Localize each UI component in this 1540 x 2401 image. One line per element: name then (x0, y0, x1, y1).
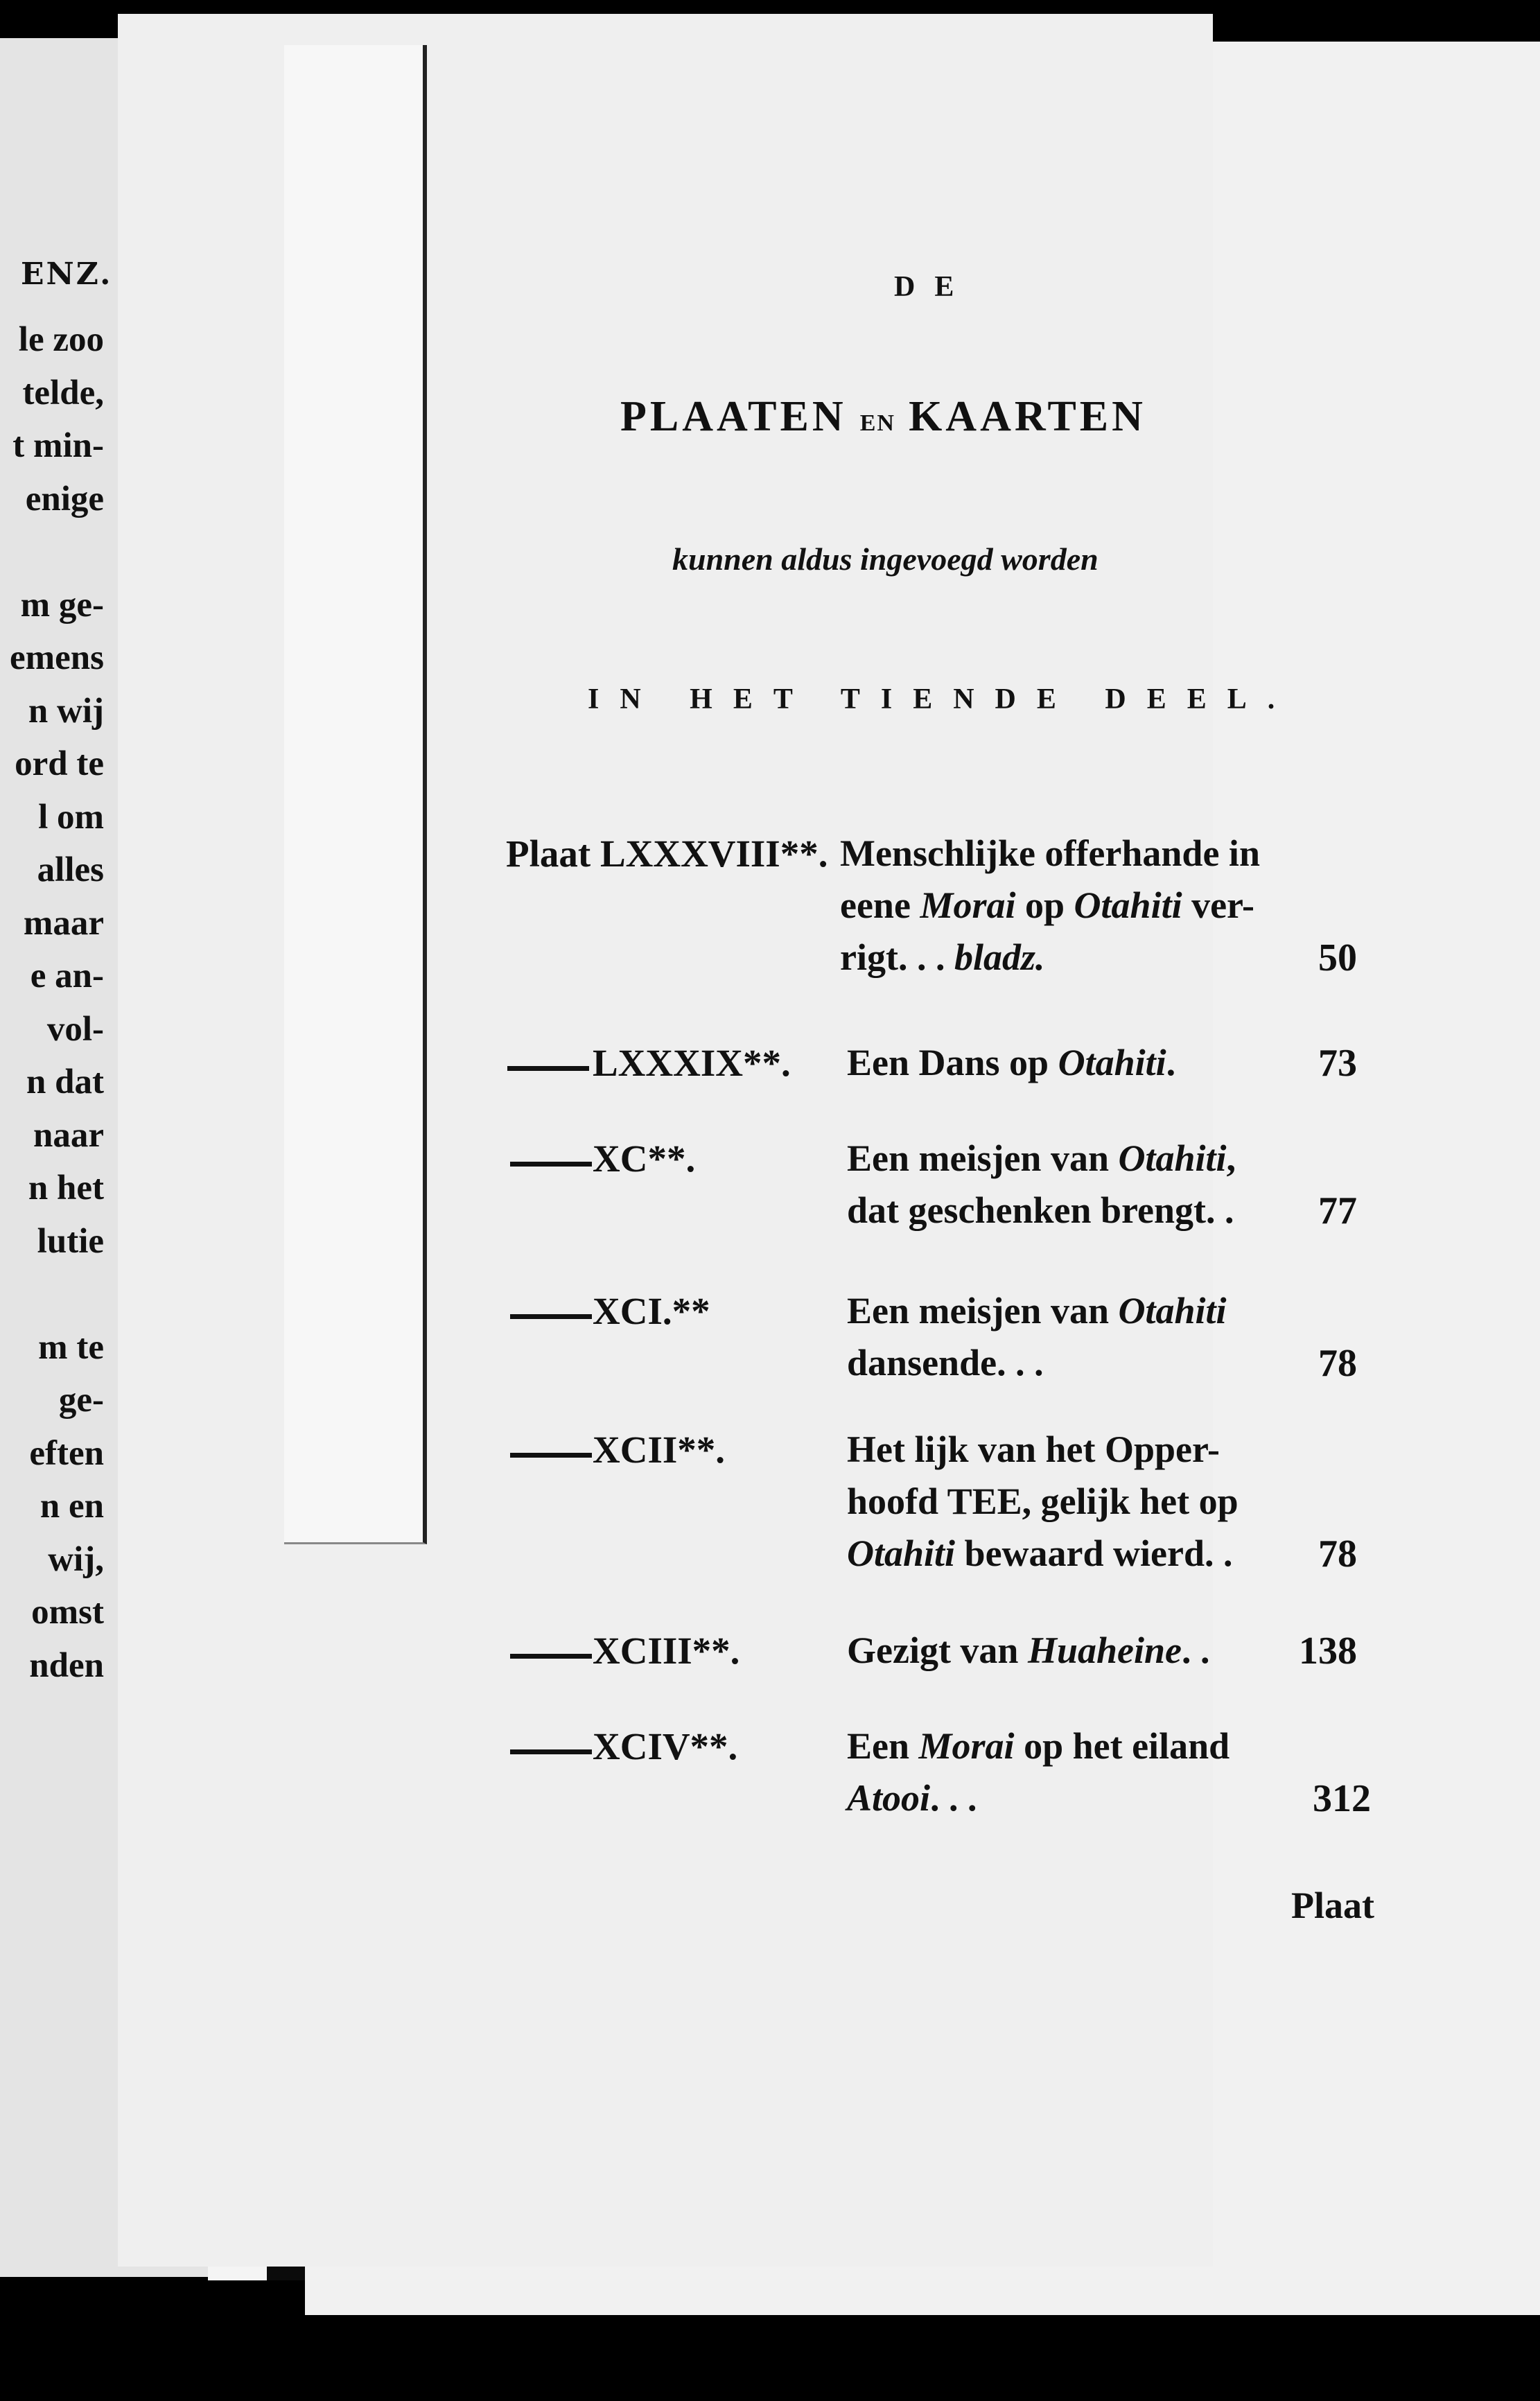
plate-description-line (847, 1629, 1210, 1672)
description-text: Een meisjen van (847, 1137, 1119, 1179)
plate-description-line (847, 1289, 1227, 1332)
left-page-text-column (0, 313, 104, 1692)
description-text: hoofd TEE, gelijk het op (847, 1481, 1239, 1522)
left-page-line: le zoo (18, 320, 104, 359)
description-text: Het lijk van het Opper- (847, 1429, 1220, 1470)
left-page-line: omst (31, 1593, 104, 1632)
plate-number: Plaat LXXXVIII**. (506, 832, 828, 875)
description-text: dansende. . . (847, 1342, 1044, 1383)
description-text: . . (1182, 1630, 1210, 1671)
plate-description-line (840, 936, 1044, 979)
description-text: . . . (930, 1777, 977, 1819)
plate-description-line (847, 1532, 1233, 1575)
left-page-line: alles (37, 850, 104, 889)
description-text: Een Dans op (847, 1042, 1058, 1083)
description-text: Menschlijke offerhande in (840, 832, 1260, 874)
plate-description-line (847, 1341, 1044, 1384)
plate-description-line (847, 1041, 1175, 1084)
plate-number: XC**. (593, 1137, 696, 1180)
description-text: ver- (1182, 884, 1254, 926)
description-text: Een meisjen van (847, 1290, 1119, 1332)
left-page-line: ge- (58, 1381, 104, 1420)
page-title (620, 392, 1146, 442)
plate-number: XCII**. (593, 1429, 725, 1471)
italic-place-name: Huaheine (1027, 1630, 1182, 1671)
left-page-line: t min- (12, 426, 104, 465)
left-page-line: lutie (37, 1221, 104, 1261)
italic-place-name: Otahiti (1118, 1290, 1227, 1332)
left-page-line: naar (33, 1115, 104, 1155)
plate-description-line (847, 1776, 977, 1819)
italic-place-name: Morai (920, 884, 1016, 926)
left-page-line: telde, (22, 373, 104, 412)
italic-place-name: Atooi (847, 1777, 931, 1819)
plate-description-line (847, 1725, 1230, 1767)
italic-place-name: Otahiti (847, 1533, 956, 1574)
section-heading: IN HET TIENDE DEEL. (588, 683, 1296, 715)
left-page-line: wij, (48, 1539, 104, 1579)
plate-number: XCIII**. (593, 1630, 740, 1672)
catch-word: Plaat (1291, 1885, 1374, 1926)
plate-description-line (847, 1137, 1236, 1180)
italic-place-name: Otahiti (1074, 884, 1182, 926)
page-reference: 78 (1318, 1342, 1357, 1385)
title-en: EN (859, 410, 895, 436)
page-reference: 50 (1318, 936, 1357, 979)
description-text: dat geschenken brengt. . (847, 1189, 1234, 1231)
left-page-line: n wij (28, 691, 104, 731)
description-text: Een (847, 1725, 919, 1767)
left-page-line: maar (23, 903, 104, 943)
left-page-line (0, 1268, 104, 1321)
page-reference: 78 (1318, 1533, 1357, 1575)
page-reference: 312 (1313, 1777, 1371, 1820)
title-plaaten: PLAATEN (620, 393, 847, 440)
left-page-line (0, 525, 104, 579)
ditto-dash (510, 1749, 592, 1754)
plate-description-line (847, 1189, 1234, 1232)
left-page-running-head: ENZ. (21, 256, 113, 292)
left-page-line: eften (29, 1433, 104, 1473)
page-reference: 138 (1299, 1630, 1357, 1673)
italic-place-name: Otahiti (1058, 1042, 1166, 1083)
italic-place-name: bladz. (954, 936, 1045, 978)
left-page-line: l om (38, 797, 104, 837)
left-page-line: n en (40, 1487, 104, 1526)
plate-number: LXXXIX**. (593, 1042, 791, 1084)
italic-place-name: Otahiti (1118, 1137, 1227, 1179)
ditto-dash (510, 1162, 592, 1167)
page-reference: 77 (1318, 1189, 1357, 1232)
left-page-line: nden (29, 1645, 104, 1685)
left-page-line: emens (10, 638, 104, 677)
left-page-line: n het (28, 1169, 104, 1207)
description-text: , (1226, 1137, 1236, 1179)
subtitle: kunnen aldus ingevoegd worden (672, 541, 1099, 577)
left-page-line: n dat (26, 1063, 104, 1101)
left-page-line: enige (25, 479, 104, 518)
heading-de: DE (894, 271, 974, 303)
plate-description-line (840, 884, 1254, 927)
ditto-dash (510, 1314, 592, 1319)
description-text: eene (840, 884, 920, 926)
plate-description-line (840, 832, 1260, 875)
left-page-line: m ge- (20, 585, 104, 625)
page-reference: 73 (1318, 1042, 1357, 1085)
plate-number: XCIV**. (593, 1725, 738, 1767)
plate-number: XCI.** (593, 1290, 710, 1332)
title-kaarten: KAARTEN (909, 393, 1146, 440)
description-text: op (1015, 884, 1074, 926)
left-page-line: vol- (46, 1009, 104, 1049)
plate-description-line (847, 1428, 1220, 1471)
ditto-dash (510, 1453, 592, 1458)
left-page-line: ord te (15, 744, 104, 783)
ditto-dash (507, 1066, 589, 1071)
description-text: Gezigt van (847, 1630, 1028, 1671)
italic-place-name: Morai (918, 1725, 1015, 1767)
left-page-line: e an- (30, 957, 104, 995)
description-text: op het eiland (1014, 1725, 1230, 1767)
tipped-in-slip (284, 45, 427, 1544)
left-page-line: m te (38, 1327, 104, 1367)
description-text: rigt. . . (840, 936, 954, 978)
description-text: bewaard wierd. . (955, 1533, 1233, 1574)
description-text: . (1166, 1042, 1176, 1083)
plate-description-line (847, 1480, 1239, 1523)
ditto-dash (510, 1654, 592, 1659)
